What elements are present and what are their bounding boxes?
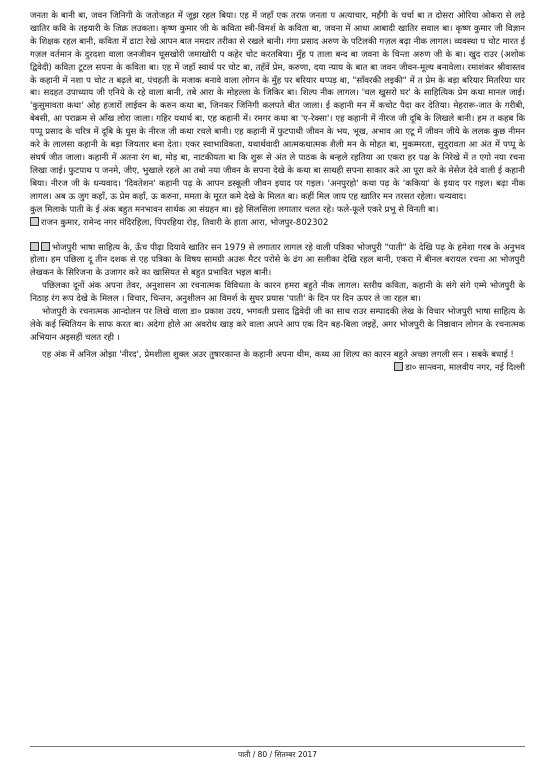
letter2-paragraph-1-text: भोजपुरी भाषा साहित्य के, ऊँच पीढ़ा दियावे खातिर सन 1979 से लगातार लागल रहे वाली पत्रिका भोजपुरी "पाती" के देखि पढ़ के हमेशा गरब के अनुभव होला। हम पछिला दू तीन दशक से एह पत्रिका के विषय सामग्री अउरू मैटर परोसे के ढंग आ सलीका देखि रहल बानी, एकरा में बीनल बरायल रचना आ भोजपुरी लेखकन के सिरिजना के उजागर करे का खासियत से बहुत प्रभावित भइल बानी। <box>30 242 525 279</box>
letter2-signature <box>30 362 525 375</box>
letter1-signature <box>30 217 525 230</box>
square-bullet-icon <box>30 242 39 251</box>
square-bullet-icon <box>41 242 50 251</box>
letter1-paragraph-2: कुल मिलाके पाती के ई अंक बहुत मनभावन सार्थक आ संग्रहन बा। इहे सिलसिला लगातार चलत रहे। फले-फूले एकरे प्रभु से विनती बा। <box>30 204 439 215</box>
letter2-paragraph-4: एह अंक में अनिल ओझा 'नीरद', प्रेमशीला शुक्ल अउर तुषारकान्त के कहानी अपना थीम, कथ्य आ शिल्प का कारन बहुते अच्छा लगली सन । सबके बधाई ! <box>42 349 514 360</box>
letter2-paragraph-3: भोजपुरी के रचनात्मक आन्दोलन पर लिखे वाला डा० प्रकाश उदय, भगवती प्रसाद द्विवेदी जी का साथ राउर सम्पादकी लेख के विचार भोजपुरी भाषा साहित्य के लेके कई स्थितियन के साफ करत बा। अदेगा होले आ अवरोध खाड़ करे वाला अपने आप एक दिन बह-बिला जइहें, अगर भोजपुरी के निष्ठावान लोगन के रचनात्मक अभियान अइसहीं चलत रही । <box>30 307 525 343</box>
footer-divider <box>30 746 525 747</box>
letter2-paragraph-1 <box>30 242 525 281</box>
letter1-paragraph-1: जनता के बानी बा, जवन जिनिगी के जतोजहत में जूझ रहल बिया। एह में जहाँ एक तरफ जनता प अत्याचार, मर्हँगी के चर्चा बा त दोसरा ओरिया ओकरा से लड़े खातिर कवि के तइयारी के जिक्र लउकता। कृष्ण कुमार जी के कविता स्त्री-विमर्श के कविता बा, जवना में आधा आबादी खातिर सवाल बा। कृष्ण कुमार जी विज्ञान के शिक्षक रहल बानी, कविता में ढाटा रेखे आपन बात नमदार तरीका से रखले बानी। गंगा प्रसाद अरुण के पटिलकी गज़ल बढ़ा नीक लागल। व्यवस्था प चोट मारत ई गज़ल वर्तमान के दुरदशा वाला जनजीवन घूसखोरी जमाखोरी प कहेर चोट करतबिया। मुँह प ताला बन्द बा जवना के चिन्ता अरुण जी के बा। खुद राउर (अशोक द्विवेदी) कविता टूटल सपना के कविता बा। एह में जहाँ स्वार्थ पर चोट बा, तहँवें प्रेम, करुणा, दया न्याय के बात बा जवन जीवन-मूल्य बनावेला। रमाशंकर श्रीवास्तव के कहानी में नशा प चोट त बढ़ले बा, पंचहती के मजाक बनावे वाला लोगन के मुँह पर बरियार थप्पड़ बा, "साँवरकी लइकी" में त प्रेम के बड़ा बरियार मितरिया धार बा। सदहत उपाध्याय जी एनिये के रहे वाला बानी, तबे आरा के मोहल्ला के जिकिर बा। शिल्प नीक लागल। 'चल खुसरो घर' के साहित्यिक प्रेम कथा मानल जाई। 'कुसुमावता कथा' ओह हजारों लाईवन के करुन कथा बा, जिनकर जिनिगी कलपते बीत जाला। ई कहानी मन में कचोट पैदा कर देतिया। मेहरारू-जात के गरीबी, बेबसी, आ पराक्रम से आँख लोरा जाला। गहिर यथार्थ बा, एह कहानी में। रमगर कथा बा 'ए-रेक्सा'। एह कहानी में नीरज जी दूबि के लिखले बानी। हम त कहब कि पप्पू प्रसाद के चरित्र में दूबि के घुस के नीरज जी कथा रचले बानी। एह कहानी में फुटपाथी जीवन के भय, भूख, अभाव आ एटू में जीवन जीये के ललक कुछ नीमन करे के लालसा कहानी के बड़ा जियतार बना देता। एकर स्वाभाविकता, यथार्थवादी आत्मकथात्मक शैली मन के मोहत बा, मुकम्मरता, सुदुरावता आ अंत में पप्पू के संघर्ष जीत जाला। कहानी में अतना रंग बा, मोड़ बा, नाटकीयता बा कि शुरू से अंत ले पाठक के बन्हले रहतिया आ एकरा हर पक्ष के निरेखे में त एगो नया रचना लिखा जाई। फुटपाथ प जनमे, जीए, भुखाले रहले आ तबो नया जीवन के सपना देखे के कथा बा साथही सपना साकार करे आ पूरा करे के मेसेज देवे वाली ई कहानी बिया। नीरज जी के धन्यवाद। 'दिवतेशन' कहानी पढ़ के आपन डस्कूली जीवन इयाद पर गइल। 'अनपुरहो' कथा पढ़ के 'ककिया' के इयाद पर गइल। बढ़ा नीक लागल। अब ऊ जुग कहाँ, ऊ प्रेम कहाँ, ऊ करुना, ममता के मूरत कमे देखे के मिलत बा। कहीं मिल जाय एह खातिर मन तरसत रहेला। धन्यवाद। <box>30 11 525 202</box>
page-footer: पाती / 80 / सितम्बर 2017 <box>237 750 318 759</box>
square-bullet-icon <box>30 217 39 226</box>
letter-rajan-kumar <box>30 10 525 230</box>
letter2-paragraph-2: पछिलका दूनों अंक अपना तेवर, अनुशासन आ रचनात्मक विविधता के कारन हमरा बहुते नीक लागल। स्तरीय कविता, कहानी के संगे संगे एम्मे भोजपुरी के निठाह रंग रूप देखे के मिलल । विचार, चिन्तन, अनुशीलन आ विमर्श के सुघर प्रयास 'पाती' के दिन पर दिन ऊपर ले जा रहल बा। <box>30 281 525 305</box>
square-bullet-icon <box>394 362 403 371</box>
letter1-signature-text: राजन कुमार, रामेन्द नगर मंदिरहिला, पिपरहिया रोड़, तिवारी के हाता आरा, भोजपुर-802302 <box>41 217 329 228</box>
section-gap <box>30 230 525 242</box>
letter2-signature-text: डा० सान्त्वना, मालवीय नगर, नई दिल्ली <box>405 362 525 373</box>
letter-santvana <box>30 242 525 375</box>
